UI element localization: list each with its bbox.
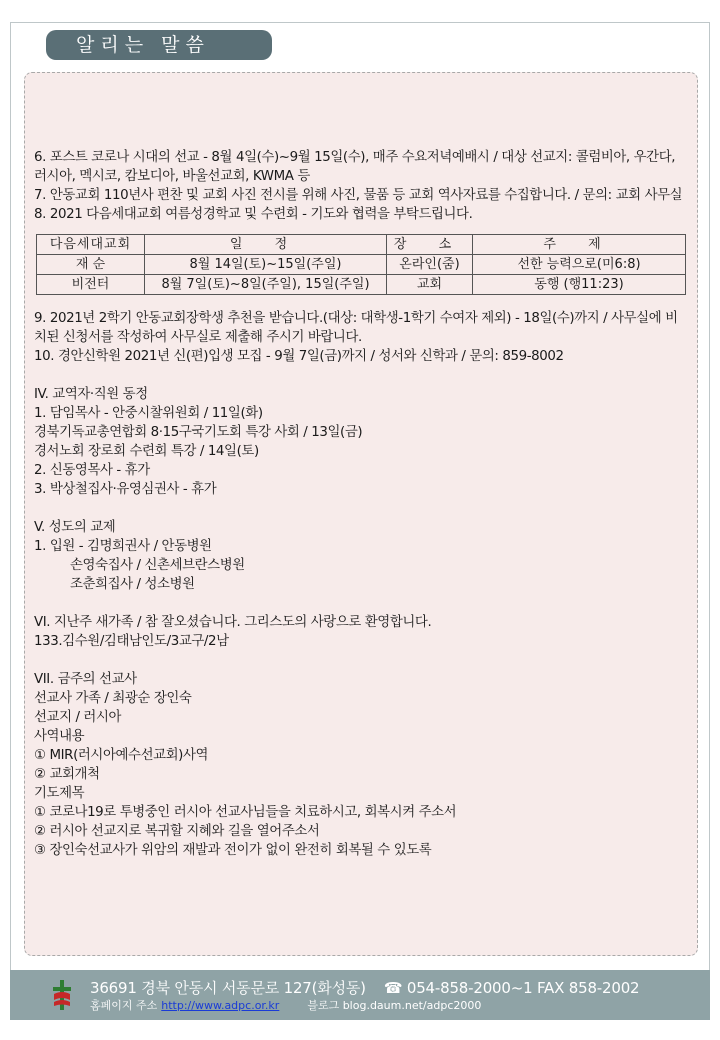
notice-8: 8. 2021 다음세대교회 여름성경학교 및 수련회 - 기도와 협력을 부탁드립니다.	[34, 207, 473, 222]
church-logo-icon	[50, 978, 74, 1012]
table-header-row	[37, 235, 686, 255]
section-4-line: 경북기독교총연합회 8·15구국기도회 특강 사회 / 13일(금)	[34, 425, 363, 440]
table-cell-date: 8월 14일(토)~15일(주일)	[145, 255, 387, 275]
notice-10: 10. 경안신학원 2021년 신(편)입생 모집 - 9월 7일(금)까지 / 성서와 신학과 / 문의: 859-8002	[34, 349, 564, 364]
section-title: 알리는 말씀	[76, 34, 210, 56]
footer-tel: ☎ 054-858-2000~1 FAX 858-2002	[383, 979, 640, 997]
table-row	[37, 275, 686, 295]
section-7-line: 기도제목	[34, 786, 85, 801]
schedule-table	[36, 234, 686, 295]
table-cell-date: 8월 7일(토)~8일(주일), 15일(주일)	[145, 275, 387, 295]
section-4-title: IV. 교역자·직원 동정	[34, 387, 148, 402]
section-4-line: 2. 신동영목사 - 휴가	[34, 463, 150, 478]
table-cell-theme: 동행 (행11:23)	[473, 275, 686, 295]
section-7-line: 선교사 가족 / 최광순 장인숙	[34, 691, 192, 706]
section-6-title: VI. 지난주 새가족 / 참 잘오셨습니다. 그리스도의 사랑으로 환영합니다.	[34, 615, 432, 630]
table-cell-theme: 선한 능력으로(미6:8)	[473, 255, 686, 275]
table-cell-place: 온라인(줌)	[387, 255, 473, 275]
section-7-line: ② 러시아 선교지로 복귀할 지혜와 길을 열어주소서	[34, 824, 320, 839]
section-5-line: 1. 입원 - 김명희권사 / 안동병원	[34, 539, 212, 554]
footer-contact	[90, 977, 639, 998]
section-4-line: 경서노회 장로회 수련회 특강 / 14일(토)	[34, 444, 259, 459]
table-header-place: 장 소	[387, 235, 473, 255]
footer-blog: 블로그 blog.daum.net/adpc2000	[307, 999, 482, 1012]
footer-links	[90, 997, 481, 1013]
notice-6: 6. 포스트 코로나 시대의 선교 - 8월 4일(수)~9월 15일(수), 매주 수요저녁예배시 / 대상 선교지: 콜럼비아, 우간다, 러시아, 멕시코, 캄보디아, 바울선교회, KWMA 등	[34, 150, 679, 184]
section-4-line: 1. 담임목사 - 안중시찰위원회 / 11일(화)	[34, 406, 263, 421]
footer-address: 36691 경북 안동시 서동문로 127(화성동)	[90, 979, 366, 997]
notice-9: 9. 2021년 2학기 안동교회장학생 추천을 받습니다.(대상: 대학생-1학기 수여자 제외) - 18일(수)까지 / 사무실에 비치된 신청서를 작성하여 사무실로 제출해 주시기 바랍니다.	[34, 311, 678, 345]
footer-homepage-link[interactable]: http://www.adpc.or.kr	[161, 999, 280, 1012]
section-4-line: 3. 박상철집사·유영심권사 - 휴가	[34, 482, 217, 497]
notice-content	[34, 148, 688, 860]
notice-7: 7. 안동교회 110년사 편찬 및 교회 사진 전시를 위해 사진, 물품 등 교회 역사자료를 수집합니다. / 문의: 교회 사무실	[34, 188, 683, 203]
footer	[10, 970, 710, 1020]
section-5-title: V. 성도의 교제	[34, 520, 116, 535]
section-title-tab	[46, 30, 272, 60]
table-cell-dept: 재 순	[37, 255, 145, 275]
section-7-line: ① MIR(러시아예수선교회)사역	[34, 748, 209, 763]
table-cell-place: 교회	[387, 275, 473, 295]
section-5-line: 손영숙집사 / 신촌세브란스병원	[70, 558, 245, 573]
table-row	[37, 255, 686, 275]
section-7-line: 선교지 / 러시아	[34, 710, 122, 725]
section-5-line: 조춘희집사 / 성소병원	[70, 577, 195, 592]
table-header-dept: 다음세대교회	[37, 235, 145, 255]
section-7-title: VII. 금주의 선교사	[34, 672, 137, 687]
section-7-line: ③ 장인숙선교사가 위암의 재발과 전이가 없이 완전히 회복될 수 있도록	[34, 843, 432, 858]
section-7-line: ① 코로나19로 투병중인 러시아 선교사님들을 치료하시고, 회복시켜 주소서	[34, 805, 457, 820]
section-7-line: ② 교회개척	[34, 767, 100, 782]
table-cell-dept: 비전터	[37, 275, 145, 295]
table-header-theme: 주 제	[473, 235, 686, 255]
table-header-date: 일 정	[145, 235, 387, 255]
section-7-line: 사역내용	[34, 729, 85, 744]
section-6-line: 133.김수원/김태남인도/3교구/2남	[34, 634, 229, 649]
footer-homepage-label: 홈페이지 주소	[90, 999, 158, 1012]
